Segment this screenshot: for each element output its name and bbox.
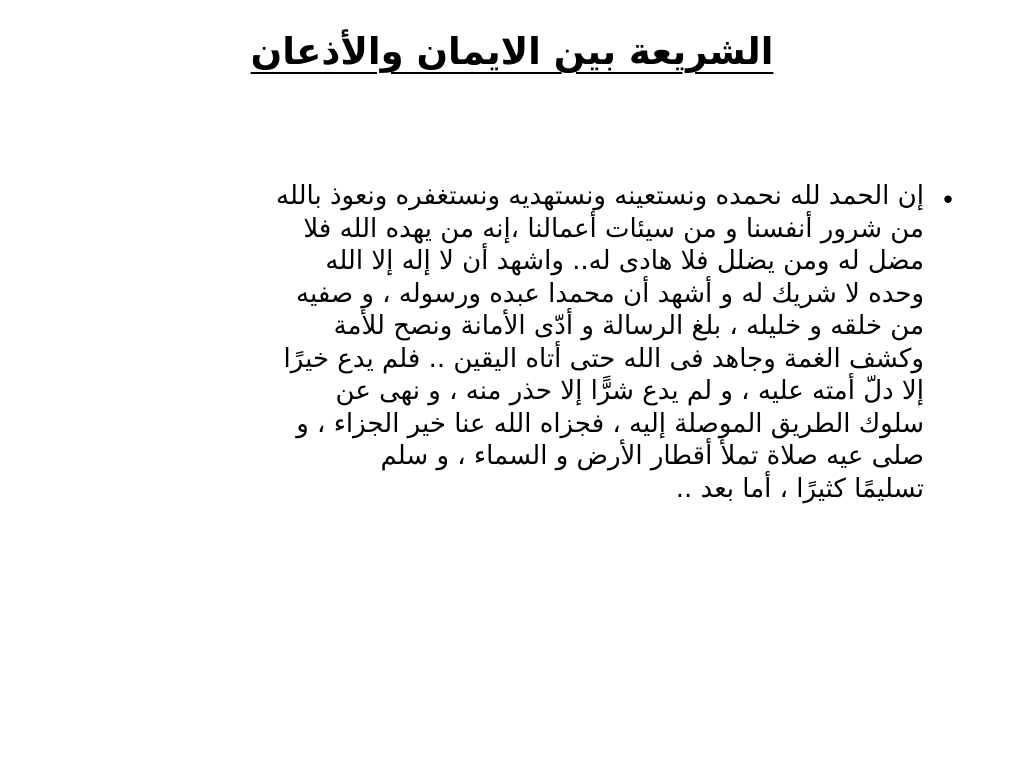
paragraph-line: صلى عيه صلاة تملأ أقطار الأرض و السماء ، و سلم [380,441,924,471]
slide-title-text: الشريعة بين الايمان والأذعان [250,30,774,73]
body-paragraph [60,180,924,505]
paragraph-line: إن الحمد لله نحمده ونستعينه ونستهديه ونستغفره ونعوذ بالله [276,181,924,211]
paragraph-line: وحده لا شريك له و أشهد أن محمدا عبده ورسوله ، و صفيه [296,278,924,309]
paragraph-line: سلوك الطريق الموصلة إليه ، فجزاه الله عنا خير الجزاء ، و [296,408,924,439]
paragraph-line: تسليمًا كثيرًا ، أما بعد .. [675,473,924,504]
bullet-marker-icon: • [940,186,956,216]
paragraph-line: إلا دلّ أمته عليه ، و لم يدع شرًّا إلا حذر منه ، و نهى عن [335,376,924,406]
bullet-item [60,180,960,505]
paragraph-line: من شرور أنفسنا و من سيئات أعمالنا ،إنه من يهده الله فلا [303,213,924,244]
paragraph-line: وكشف الغمة وجاهد فى الله حتى أتاه اليقين .. فلم يدع خيرًا [283,343,924,374]
paragraph-line: من خلقه و خليله ، بلغ الرسالة و أدّى الأمانة ونصح للأمة [333,311,924,341]
paragraph-line: مضل له ومن يضلل فلا هادى له.. واشهد أن لا إله إلا الله [325,246,924,276]
slide-title [0,30,1024,74]
